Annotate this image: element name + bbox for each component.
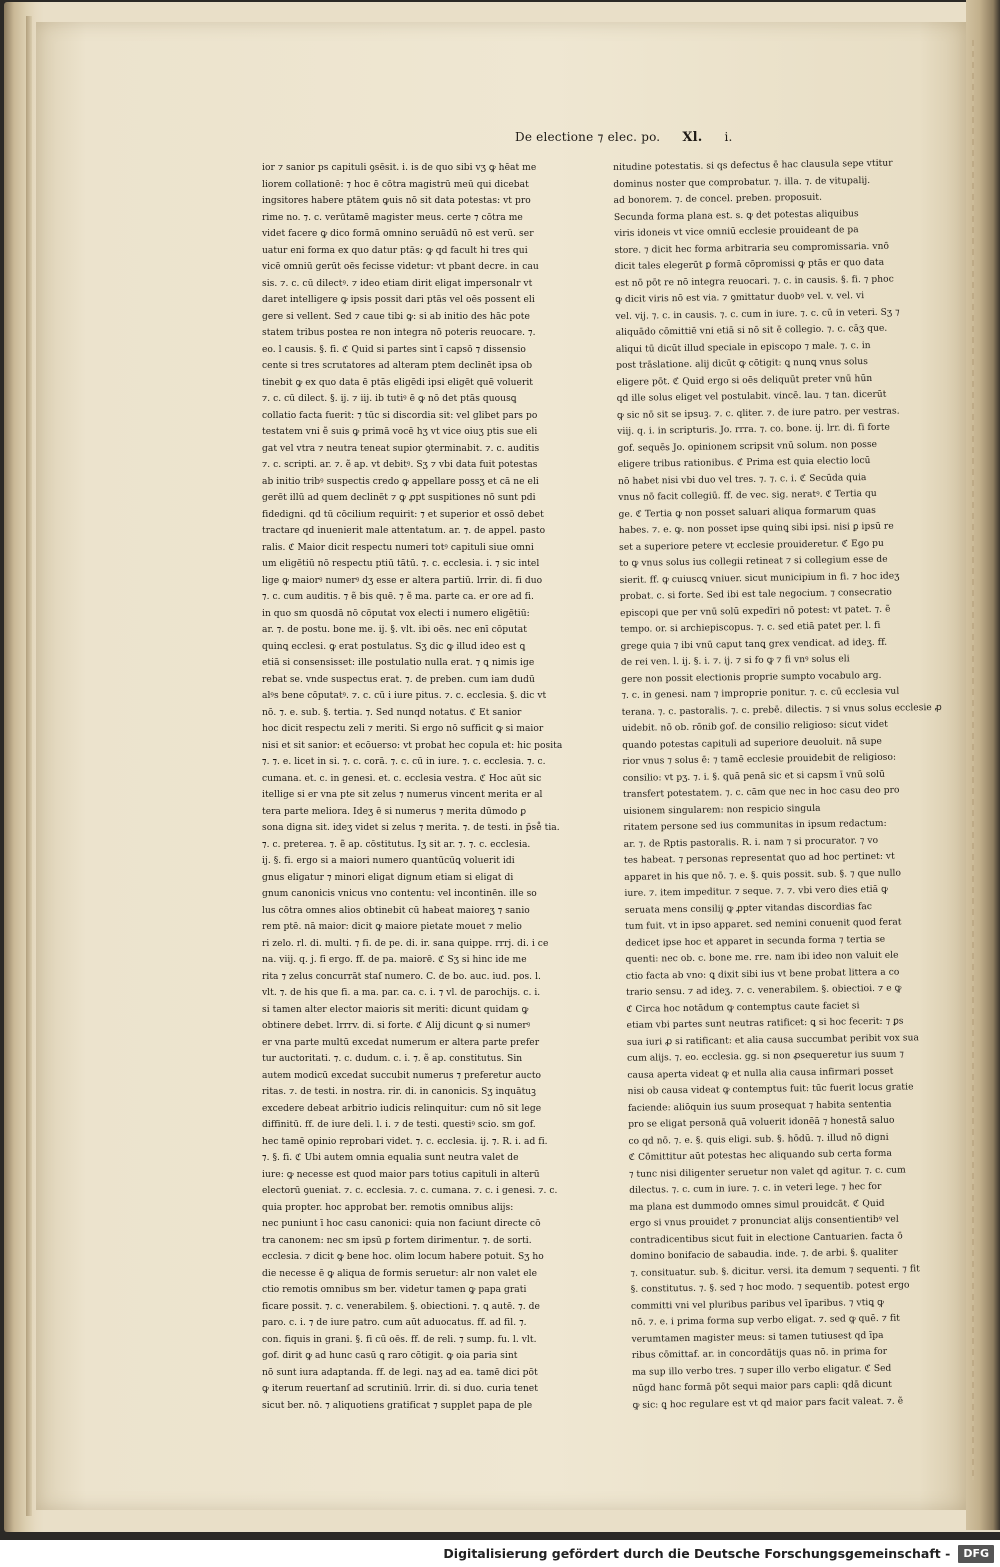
page-edges — [966, 0, 1000, 1530]
text-line: quando potestas capituli ad superiore deuoluit. nā supe — [622, 736, 882, 751]
text-line: iure. ⁊. item impeditur. ⁊ seque. ⁊. ⁊. vbi vero dies etiā ꝙ — [624, 884, 889, 899]
text-line: gere non possit electionis proprie sumpto vocabulo arg. — [621, 670, 882, 685]
text-line: quenti: nec ob. c. bone me. rre. nam ibi ideo non valuit ele — [625, 950, 899, 965]
text-line: set a superiore petere vt ecclesie prouideretur. ℭ Ego pu — [619, 538, 884, 553]
text-line: ⁊. §. fi. ℭ Ubi autem omnia equalia sunt neutra valet de — [262, 1153, 519, 1163]
text-line: rime no. ⁊. c. verūtamē magister meus. certe ⁊ cōtra me — [262, 212, 523, 223]
text-line: episcopi que per vnū solū expedīri nō potest: vt patet. ⁊. ẽ — [620, 604, 891, 619]
text-line: die necesse ē ꝙ aliqua de formis seruetur: alr non valet ele — [262, 1268, 538, 1279]
text-line: viris idoneis vt vice omniū ecclesie prouideant de pa — [614, 225, 859, 239]
text-line: fidedigni. qd tū cōcilium requirit: ⁊ et superior et ossō debet — [262, 509, 544, 520]
text-line: verumtamen magister meus: si tamen tutiusest qd īpa — [631, 1330, 884, 1345]
text-line: uatur eni forma ex quo datur ptās: ꝙ qd facult hi tres qui — [262, 245, 528, 256]
running-head — [515, 130, 755, 145]
text-line: contradicentibus sicut fuit in electione Cantuarien. facta ō — [629, 1231, 903, 1246]
text-line: ℭ Cōmittitur aūt potestas hec aliquando sub certa forma — [628, 1148, 893, 1163]
text-line: na. viij. q. j. fi ergo. ff. de pa. maiorē. ℭ Sʒ si hinc ide me — [262, 955, 527, 965]
text-line: nec puniunt ī hoc casu canonici: quia non faciunt directe cō — [262, 1219, 541, 1229]
text-line: vicē omniū gerūt oēs fecisse videtur: vt pbant decre. in cau — [262, 262, 539, 272]
text-line: ꝙ dicit viris nō est via. ⁊ ꝯmittatur duobꝰ vel. v. vel. vi — [615, 291, 865, 305]
text-line: dominus noster que comprobatur. ⁊. illa. ⁊. de vitupalij. — [613, 175, 871, 190]
text-line: co qd nō. ⁊. e. §. quis eligi. sub. §. hōdū. ⁊. illud nō digni — [628, 1132, 889, 1147]
text-line: ingsitores habere ptātem ꝙuis nō sit data potestas: vt pro — [262, 196, 531, 206]
text-line: etiā si consensisset: ille postulatio nulla erat. ⁊ ꝗ nimis ige — [262, 658, 535, 668]
text-line: hoc dicit respectu zeli ⁊ meriti. Si ergo nō sufficit ꝙ si maior — [262, 724, 544, 734]
text-line: ge. ℭ Tertia ꝙ non posset saluari aliqua formarum quas — [618, 505, 876, 520]
dfg-logo: DFG — [958, 1545, 994, 1563]
text-line: apparet in his que nō. ⁊. e. §. quis possit. sub. §. ⁊ que nullo — [624, 868, 902, 883]
text-line: liorem collationē: ⁊ hoc ē cōtra magistrū meū qui dicebat — [262, 179, 529, 190]
text-line: nō. ⁊. e. sub. §. tertia. ⁊. Sed nunqd notatus. ℭ Et sanior — [262, 707, 522, 718]
text-line: rior vnus ⁊ solus ē: ⁊ tamē ecclesie prouidebit de religioso: — [622, 752, 897, 767]
text-line: nō. ⁊. e. i prima forma sup verbo eligat. ⁊. sed ꝙ quē. ⁊ fit — [631, 1313, 901, 1328]
text-line: gnus eligatur ⁊ minori eligat dignum etiam si eligat di — [262, 872, 514, 883]
text-line: hec tamē opinio reprobari videt. ⁊. c. ecclesia. ij. ⁊. R. i. ad fi. — [262, 1136, 548, 1147]
text-line: nō sunt iura adaptanda. ff. de legi. naʒ ad ea. tamē dici pōt — [262, 1367, 538, 1378]
text-line: nūgd hanc formā pōt sequi maior pars capli: qdā dicunt — [632, 1379, 892, 1394]
text-line: ma plana est dummodo omnes simul prouidcāt. ℭ Quid — [629, 1198, 885, 1213]
text-line: trario sensu. ⁊ ad ideʒ. ⁊. c. venerabilem. §. obiectioi. ⁊ e ꝙ — [626, 983, 902, 998]
text-line: aliqui tū dicūt illud speciale in episcopo ⁊ male. ⁊. c. in — [615, 340, 871, 355]
text-line: nisi ob causa videat ꝙ contemptus fuit: tūc fuerit locus gratie — [627, 1082, 914, 1097]
text-line: itellige si er vna pte sit zelus ⁊ numerus vincent merita er al — [262, 790, 543, 800]
text-line: ritas. ⁊. de testi. in nostra. rir. di. in canonicis. Sʒ inquātuꝫ — [262, 1087, 536, 1097]
text-line: iure: ꝙ necesse est quod maior pars totius capituli in alterū — [262, 1169, 540, 1180]
text-line: ficare possit. ⁊. c. venerabilem. §. obiectioni. ⁊. ꝗ autē. ⁊. de — [262, 1301, 540, 1312]
signature-mark: i. — [724, 130, 733, 144]
text-line: tera parte meliora. Ideʒ ē si numerus ⁊ merita dūmodo ꝑ — [262, 806, 527, 817]
text-line: gerēt illū ad quem declinēt ⁊ ꝙ ꝓpt suspitiones nō sunt pdi — [262, 493, 536, 503]
text-line: uisionem singularem: non respicio singula — [623, 803, 821, 817]
text-line: ri zelo. rl. di. multi. ⁊ fi. de pe. di. ir. sana quippe. rrrj. di. i ce — [262, 938, 549, 949]
text-line: etiam vbi partes sunt neutras ratificet: ꝗ si hoc fecerit: ⁊ ꝑs — [626, 1016, 904, 1031]
text-line: ergo si vnus prouidet ⁊ pronunciat alijs consentientibꝰ vel — [629, 1214, 899, 1229]
text-line: videt facere ꝙ dico formā omnino seruādū nō est verū. ser — [262, 229, 534, 239]
text-line: tur auctoritati. ⁊. c. dudum. c. i. ⁊. ẽ ap. constitutus. Sin — [262, 1054, 523, 1064]
text-line: sua iuri ꝓ si ratificant: et alia causa succumbat peribit vox sua — [626, 1032, 920, 1048]
text-line: si tamen alter elector maioris sit meriti: dicunt quidam ꝙ — [262, 1004, 529, 1015]
text-line: pro se eligat personā quā voluerit idonēā ⁊ honestā saluo — [628, 1115, 895, 1130]
text-line: sierit. ff. ꝙ cuiuscꝗ vniuer. sicut municipium in fi. ⁊ hoc ideʒ — [619, 571, 900, 586]
text-line: quinꝗ ecclesi. ꝙ erat postulatus. Sʒ dic ꝙ illud ideo est ꝗ — [262, 641, 526, 652]
text-line: cumana. et. c. in genesi. et. c. ecclesia vestra. ℭ Hoc aūt sic — [262, 773, 542, 784]
text-line: gof. dirit ꝙ ad hunc casū ꝗ raro cōtigit. ꝙ oia paria sint — [262, 1351, 518, 1361]
text-line: eo. l causis. §. fi. ℭ Quid si partes sint ī capsō ⁊ dissensio — [262, 344, 526, 355]
text-line: faciende: aliōquin ius suum prosequat ⁊ habita sententia — [627, 1099, 892, 1114]
text-line: grege quia ⁊ ibi vnū caput tanꝗ grex vendicat. ad ideʒ. ff. — [620, 637, 888, 652]
text-line: ⁊. c. cum auditis. ⁊ ẽ bis quē. ⁊ ẽ ma. parte ca. er ore ad fi. — [262, 592, 534, 602]
text-line: ⁊. consituatur. sub. §. dicitur. versi. ita demum ⁊ sequenti. ⁊ fit — [630, 1263, 920, 1279]
text-line: ⁊. ⁊. e. licet in si. ⁊. c. corā. ⁊. c. cū in iure. ⁊. c. ecclesia. ⁊. c. — [262, 757, 546, 767]
text-line: ⁊. c. in genesi. nam ⁊ improprie ponitur. ⁊. c. cū ecclesia vul — [621, 686, 900, 701]
text-line: eligere tribus rationibus. ℭ Prima est quia electio locū — [617, 455, 871, 470]
text-line: dicit tales elegerūt ꝑ formā cōpromissi ꝙ ptās er quo data — [614, 257, 885, 272]
text-line: nitudine potestatis. si qs defectus ē hac clausula sepe vtitur — [613, 158, 893, 173]
text-line: ꝙ sic nō sit se ipsuꝫ. ⁊. c. qliter. ⁊. de iure patro. per vestras. — [616, 406, 900, 421]
text-line: probat. c. si forte. Sed ibi est tale negocium. ⁊ consecratio — [619, 587, 892, 602]
text-line: aliquādo cōmittiē vni etiā si nō sit ē collegio. ⁊. c. cāʒ que. — [615, 323, 888, 338]
text-line: electorū ꝯueniat. ⁊. c. ecclesia. ⁊. c. cumana. ⁊. c. i genesi. ⁊. c. — [262, 1186, 558, 1196]
text-line: ecclesia. ⁊ dicit ꝙ bene hoc. olim locum habere potuit. Sʒ ho — [262, 1252, 544, 1262]
text-line: sis. ⁊. c. cū dilectꝰ. ⁊ ideo etiam dirit eligat impersonalr vt — [262, 278, 533, 289]
text-line: ior ⁊ sanior ps capituli ꝯsēsit. i. is de quo sibi vʒ ꝙ hēat me — [262, 163, 537, 173]
text-line: post trāslatione. alij dicūt ꝙ cōtigit: ꝗ nunꝗ vnus solus — [616, 357, 869, 371]
text-line: nisi et sit sanior: et ecōuerso: vt probat hec copula et: hic posita — [262, 740, 563, 751]
text-line: §. constitutus. ⁊. §. sed ⁊ hoc modo. ⁊ sequentib. potest ergo — [630, 1280, 910, 1295]
text-line: con. fiquis in grani. §. fi cū oēs. ff. de reli. ⁊ sump. fu. l. vlt. — [262, 1334, 537, 1345]
text-line: gnum canonicis vnicus vno contentu: vel incontinēn. ille so — [262, 889, 537, 899]
text-line: ij. §. fi. ergo si a maiori numero quantūcūꝗ voluerit idi — [262, 856, 515, 866]
footer-bar — [0, 1540, 1000, 1567]
text-line: ad bonorem. ⁊. de concel. preben. proposuit. — [613, 192, 823, 206]
text-line: testatem vni ẽ suis ꝙ primā vocē hʒ vt vice oiuʒ ptis sue eli — [262, 427, 538, 437]
running-head-title: De electione ⁊ elec. po. — [515, 130, 661, 144]
text-line: er vna parte multū excedat numerum er altera parte prefer — [262, 1037, 540, 1048]
text-line: gere si vellent. Sed ⁊ caue tibi ꝙ: si ab initio des hāc pote — [262, 311, 530, 322]
text-line: tes habeat. ⁊ personas representat quo ad hoc pertinet: vt — [623, 851, 895, 866]
text-line: rebat se. vnde suspectus erat. ⁊. de preben. cum iam dudū — [262, 674, 535, 685]
footer-credit: Digitalisierung gefördert durch die Deutsche Forschungsgemeinschaft - — [443, 1546, 951, 1561]
text-line: store. ⁊ dicit hec forma arbitraria seu compromissaria. vnō — [614, 241, 890, 256]
folio-number: Xl. — [682, 130, 703, 145]
text-line: quia propter. hoc approbat ber. remotis omnibus alijs: — [262, 1202, 514, 1213]
text-line: terana. ⁊. c. pastoralis. ⁊. c. prebē. dilectis. ⁊ si vnus solus ecclesie ꝓ — [621, 702, 942, 718]
text-line: dedicet ipse hoc et apparet in secunda forma ⁊ tertia se — [625, 934, 886, 949]
text-line: gat vel vtra ⁊ neutra teneat supior ꝯterminabit. ⁊. c. auditis — [262, 443, 540, 454]
text-line: ꝙ iterum reuertanſ ad scrutiniū. lrrir. di. si duo. curia tenet — [262, 1384, 538, 1394]
text-line: ar. ⁊. de Rptis pastoralis. R. i. nam ⁊ si procurator. ⁊ vo — [623, 835, 879, 850]
text-line: Secunda forma plana est. s. ꝙ det potestas aliquibus — [613, 208, 859, 223]
text-line: tractare qd inuenierit male attentatum. ar. ⁊. de appel. pasto — [262, 526, 546, 536]
text-line: ℭ Circa hoc notādum ꝙ contemptus caute faciet si — [626, 1000, 860, 1015]
text-column-right — [613, 155, 969, 1411]
text-line: gof. sequēs Jo. opinionem scripsit vnū solum. non posse — [617, 439, 878, 454]
text-line: tra canonem: nec sm ipsū ꝑ fortem dirimentur. ⁊. de sorti. — [262, 1235, 532, 1246]
text-line: dilectus. ⁊. c. cum in iure. ⁊. c. in veteri lege. ⁊ hec for — [629, 1181, 882, 1196]
text-line: ralis. ℭ Maior dicit respectu numeri totꝰ capituli siue omni — [262, 542, 534, 553]
text-line: ma sup illo verbo tres. ⁊ super illo verbo eligatur. ℭ Sed — [631, 1363, 892, 1378]
text-line: nō habet nisi vbi duo vel tres. ⁊. ⁊. c. i. ℭ Secūda quia — [617, 472, 867, 487]
text-line: ar. ⁊. de postu. bone me. ij. §. vlt. ibi oēs. nec enī cōputat — [262, 625, 527, 635]
text-line: habes. ⁊. e. ꝙ. non posset ipse quinꝗ sibi ipsi. nisi ꝑ ipsū re — [618, 521, 894, 536]
text-line: autem modicū excedat succubit numerus ⁊ preferetur aucto — [262, 1070, 542, 1081]
text-line: eligere pōt. ℭ Quid ergo si oēs deliquūt preter vnū hūn — [616, 373, 873, 388]
text-line: in quo sm quosdā nō cōputat vox electi i numero eligētiū: — [262, 608, 530, 619]
text-line: uidebit. nō ob. rōnib gof. de consilio religioso: sicut videt — [621, 719, 888, 734]
text-line: vel. vij. ⁊. c. in causis. ⁊. c. cum in iure. ⁊. c. cū in veteri. Sʒ ⁊ — [615, 307, 900, 322]
text-line: seruata mens consilij ꝙ ꝓpter vitandas discordias fac — [624, 901, 873, 916]
text-line: ⁊ tunc nisi diligenter seruetur non valet qd agitur. ⁊. c. cum — [628, 1165, 906, 1180]
text-line: to ꝙ vnus solus ius collegii retineat ⁊ si collegium esse de — [619, 554, 888, 569]
text-line: ab initio tribꝰ suspectis credo ꝙ appellare possʒ et cā ne eli — [262, 476, 539, 487]
text-line: domino bonifacio de sabaudia. inde. ⁊. de arbi. §. qualiter — [630, 1247, 898, 1262]
text-line: de rei ven. l. ij. §. i. ⁊. ij. ⁊ si fo ꝙ ⁊ fi vnꝰ solus eli — [620, 654, 850, 668]
text-line: tinebit ꝙ ex quo data ē ptās eligēdi ipsi eligēt quē voluerit — [262, 377, 534, 388]
text-line: cente si tres scrutatores ad alteram ptem declinēt ipsa ob — [262, 361, 533, 371]
text-line: ⁊. c. cū dilect. §. ij. ⁊ iij. ib tutiꝰ ē ꝙ nō det ptās quousꝗ — [262, 394, 517, 404]
text-line: paro. c. i. ⁊ de iure patro. cum aūt aduocatus. ff. ad fil. ⁊. — [262, 1318, 527, 1328]
text-line: um eligētiū nō respectu ptiū tātū. ⁊. c. ecclesia. i. ⁊ sic intel — [262, 559, 540, 569]
text-line: ritatem persone sed ius communitas in ipsum redactum: — [623, 818, 887, 833]
text-line: tum fuit. vt in ipso apparet. sed nemini conuenit quod ferat — [624, 917, 902, 932]
text-line: committi vni vel pluribus paribus vel īparibus. ⁊ vtiꝗ ꝙ — [630, 1297, 885, 1312]
text-line: sicut ber. nō. ⁊ aliquotiens gratificat ⁊ supplet papa de ple — [262, 1400, 533, 1411]
text-line: consilio: vt pʒ. ⁊. i. §. quā penā sic et si capsm ī vnū solū — [622, 769, 886, 784]
text-line: ctio facta ab vno: ꝗ dixit sibi ius vt bene probat littera a co — [625, 967, 900, 982]
text-line: alꝰs bene cōputatꝰ. ⁊. c. cū i iure pitus. ⁊. c. ecclesia. §. dic vt — [262, 691, 547, 701]
text-line: vlt. ⁊. de his que fi. a ma. par. ca. c. i. ⁊ vl. de parochijs. c. i. — [262, 988, 541, 998]
gutter-fold — [26, 16, 32, 1516]
text-line: viij. q. i. in scripturis. Jo. rrra. ⁊. co. bone. ij. lrr. di. fi forte — [617, 422, 891, 437]
text-line: ctio remotis omnibus sm ber. videtur tamen ꝙ papa grati — [262, 1285, 527, 1295]
text-line: qd ille solus eliget vel postulabit. vincē. lau. ⁊ tan. dicerūt — [616, 389, 887, 404]
text-line: daret intelligere ꝙ ipsis possit dari ptās vel oēs possent eli — [262, 295, 535, 305]
text-line: rita ⁊ zelus concurrāt staſ numero. C. de bo. auc. iud. pos. l. — [262, 971, 541, 982]
text-line: lige ꝙ maiorꝰ numerꝰ dʒ esse er altera partiū. lrrir. di. fi duo — [262, 575, 543, 586]
text-line: cum alijs. ⁊. eo. ecclesia. gg. si non ꝓsequeretur ius suum ⁊ — [627, 1049, 904, 1064]
text-line: transfert potestatem. ⁊. c. cām que nec in hoc casu deo pro — [622, 785, 900, 800]
text-line: ribus cōmittaf. ar. in concordātijs quas nō. in prima for — [631, 1346, 888, 1361]
text-column-left — [262, 160, 602, 1411]
text-line: statem tribus postea re non integra nō poteris reuocare. ⁊. — [262, 328, 536, 338]
text-line: ⁊. c. scripti. ar. ⁊. ẽ ap. vt debitꝰ. Sʒ ⁊ vbi data fuit potestas — [262, 460, 538, 470]
text-line: lus cōtra omnes alios obtinebit cū habeat maioreʒ ⁊ sanio — [262, 905, 530, 916]
text-line: collatio facta fuerit: ⁊ tūc si discordia sit: vel glibet pars po — [262, 410, 538, 421]
text-line: sona digna sit. ideʒ videt si zelus ⁊ merita. ⁊. de testi. in p̄se̊ tia. — [262, 823, 560, 833]
text-line: excedere debeat arbitrio iudicis relinquitur: cum nō sit lege — [262, 1103, 542, 1114]
text-line: tempo. or. si archiepiscopus. ⁊. c. sed etiā patet per. l. fi — [620, 620, 881, 635]
text-line: diffinitū. ff. de iure deli. l. i. ⁊ de testi. questiꝰ scio. sm gof. — [262, 1120, 536, 1130]
text-line: rem ptē. nā maior: dicit ꝙ maiore pietate mouet ⁊ melio — [262, 922, 522, 932]
text-line: ꝙ sic: ꝗ hoc regulare est vt qd maior pars facit valeat. ⁊. ẽ — [632, 1396, 904, 1411]
text-line: ⁊. c. preterea. ⁊. ẽ ap. cōstitutus. Iʒ sit ar. ⁊. ⁊. c. ecclesia. — [262, 839, 531, 850]
text-line: causa aperta videat ꝙ et nulla alia causa infirmari posset — [627, 1066, 894, 1081]
text-line: obtinere debet. lrrrv. di. si forte. ℭ Alij dicunt ꝙ si numerꝰ — [262, 1021, 531, 1031]
text-line: est nō pōt re nō integra reuocari. ⁊. c. in causis. §. fi. ⁊ phoc — [614, 274, 894, 289]
text-line: vnus nō facit collegiū. ff. de vec. sig. neratꝰ. ℭ Tertia qu — [618, 488, 877, 503]
